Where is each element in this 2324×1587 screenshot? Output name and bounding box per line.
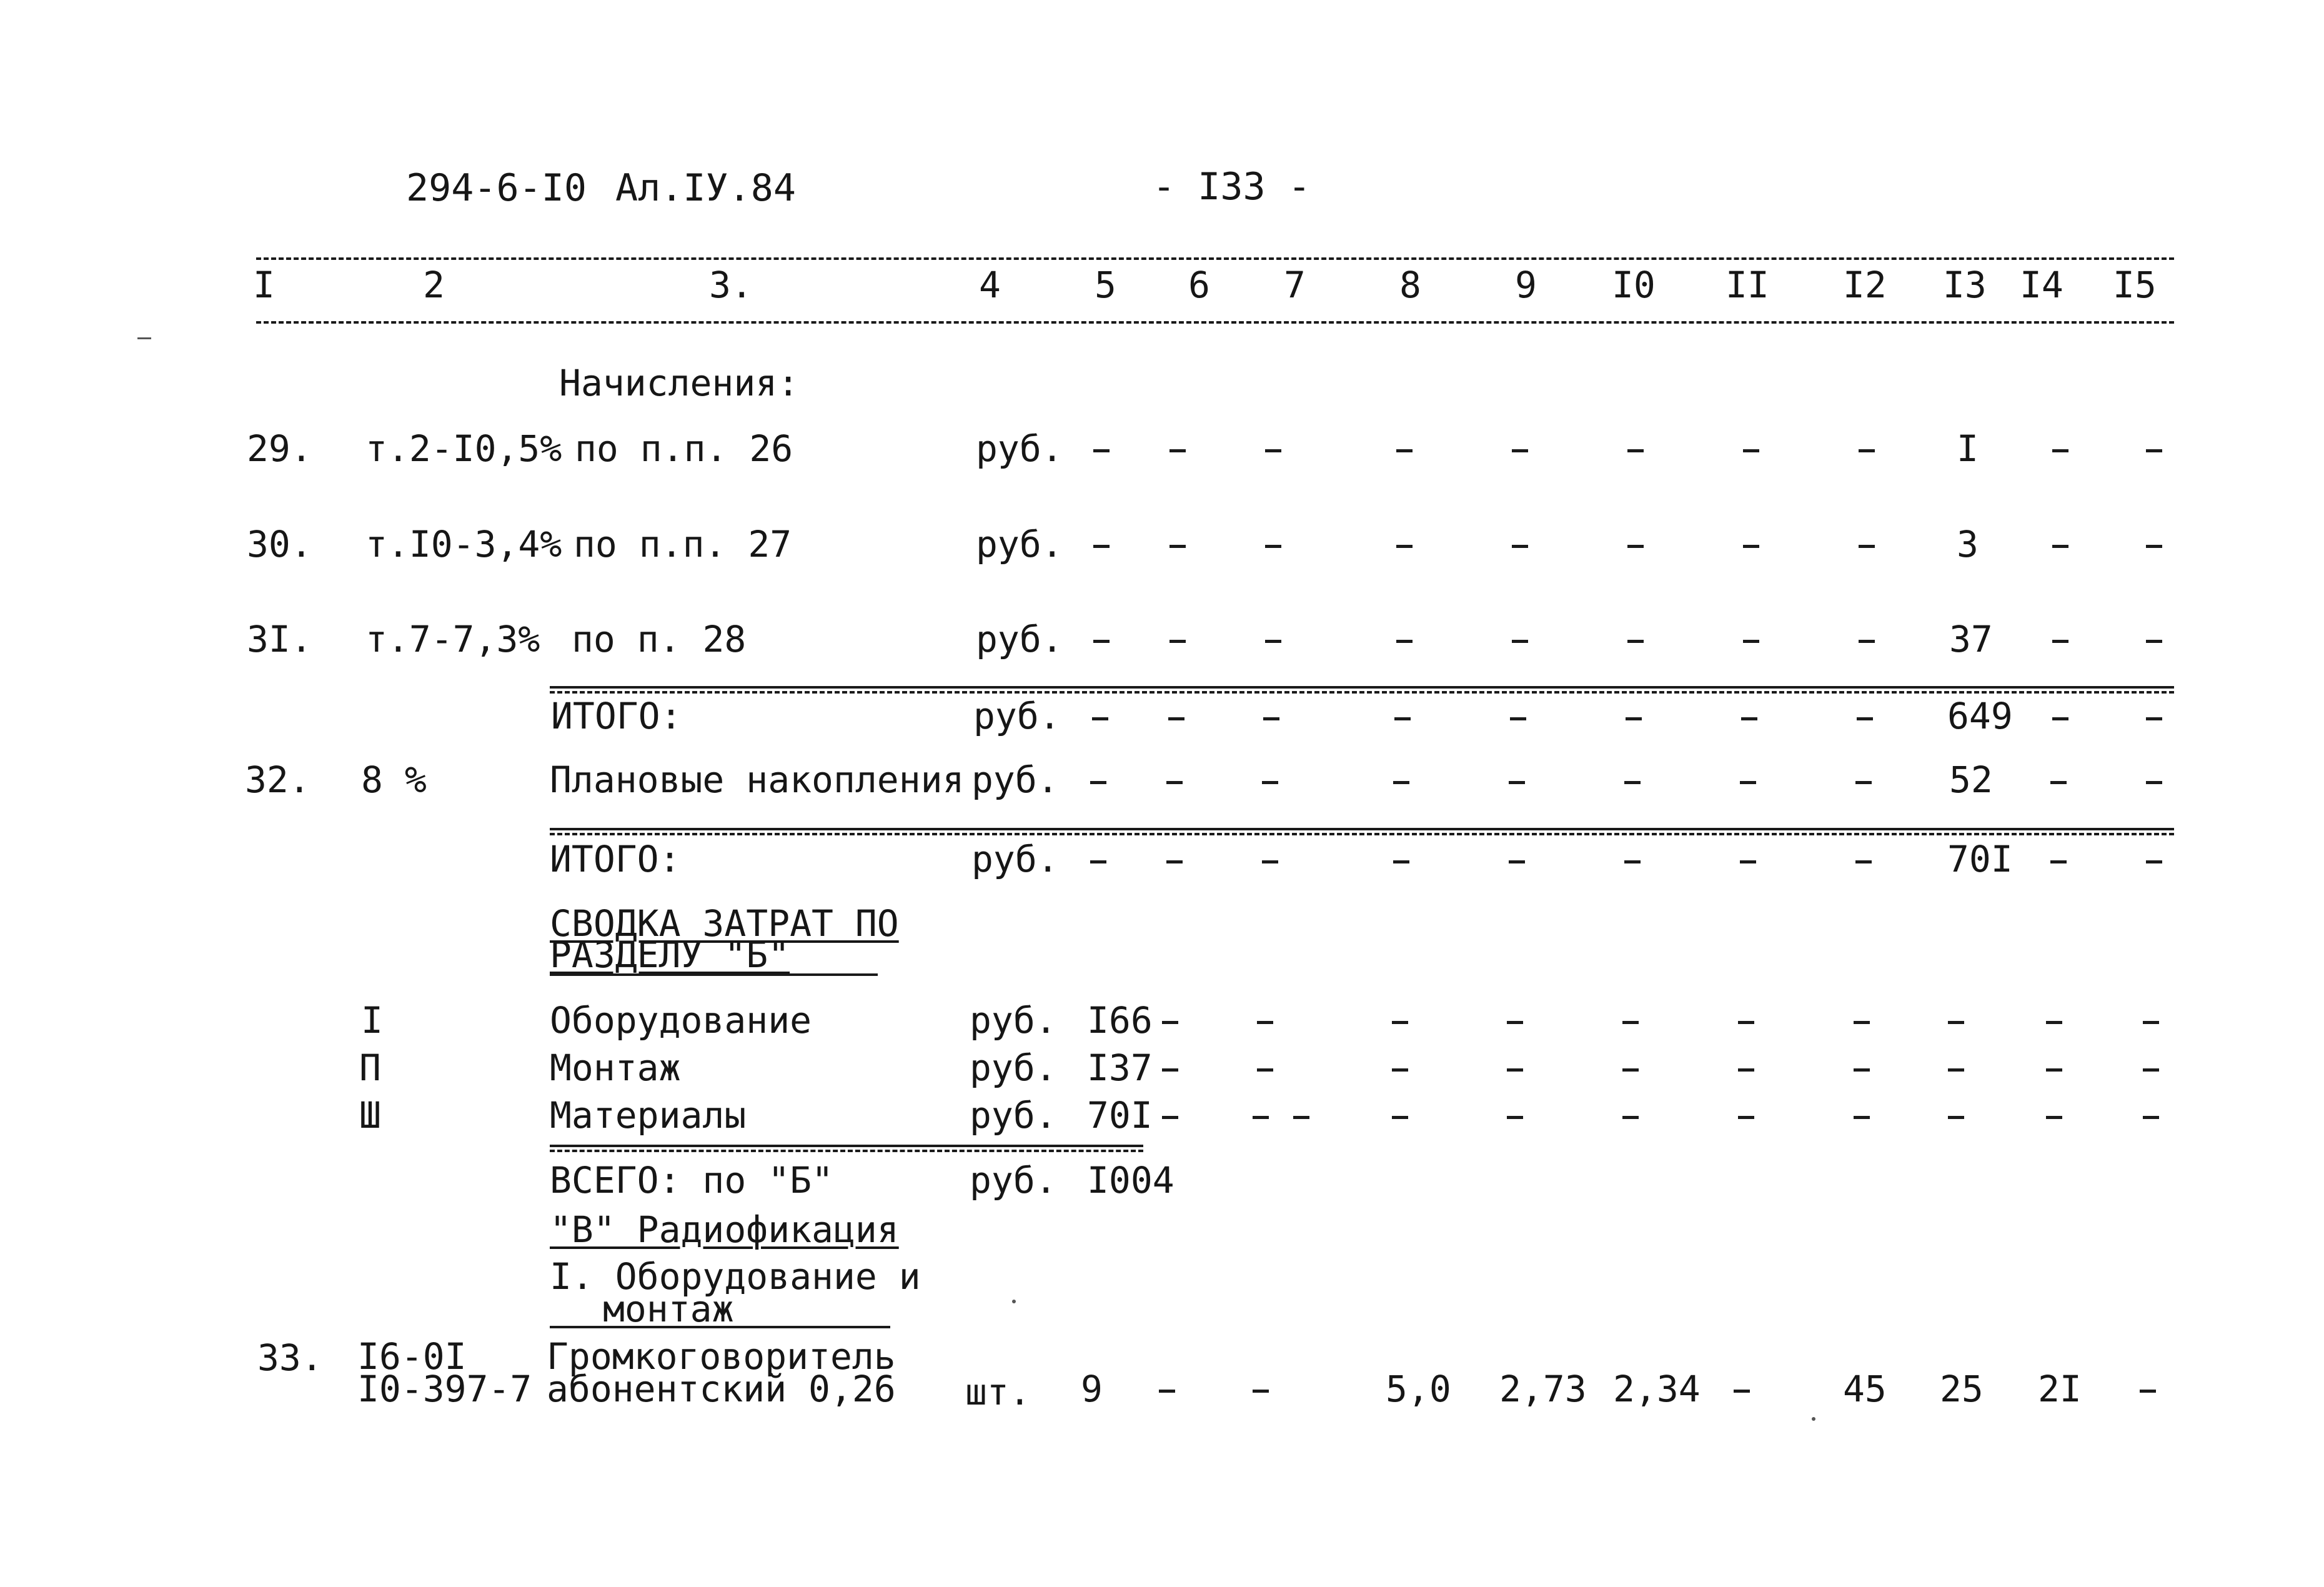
subtotal-1-label: ИТОГО: bbox=[551, 695, 682, 737]
column-header-11: II bbox=[1726, 264, 1769, 306]
summary-b-item-3-name: Материалы bbox=[550, 1094, 747, 1137]
row-33-name-line2: абонентский 0,26 bbox=[547, 1368, 896, 1410]
column-header-15: I5 bbox=[2113, 264, 2157, 306]
column-header-7: 7 bbox=[1284, 264, 1306, 306]
row-29-name: по п.п. 26 bbox=[575, 427, 793, 470]
empty-cell-dash bbox=[1092, 717, 1108, 720]
empty-cell-dash bbox=[1622, 1068, 1639, 1072]
empty-cell-dash bbox=[1257, 1068, 1273, 1072]
subtotal-2-unit: руб. bbox=[971, 838, 1059, 880]
row-32-unit: руб. bbox=[971, 759, 1059, 801]
empty-cell-dash bbox=[1396, 545, 1413, 548]
empty-cell-dash bbox=[1169, 545, 1186, 548]
summary-b-item-3-unit: руб. bbox=[970, 1094, 1057, 1137]
empty-cell-dash bbox=[1740, 860, 1756, 863]
empty-cell-dash bbox=[1734, 1390, 1750, 1393]
empty-cell-dash bbox=[2046, 1068, 2062, 1072]
empty-cell-dash bbox=[1507, 1116, 1523, 1119]
empty-cell-dash bbox=[1159, 1390, 1175, 1393]
empty-cell-dash bbox=[1738, 1021, 1754, 1024]
row-30-unit: руб. bbox=[976, 523, 1063, 565]
empty-cell-dash bbox=[2052, 449, 2068, 452]
summary-b-total-rule-b bbox=[550, 1150, 1143, 1152]
summary-b-item-3-col5: 70I bbox=[1087, 1094, 1153, 1137]
subtotal-2-col13: 70I bbox=[1947, 838, 2013, 880]
empty-cell-dash bbox=[2052, 545, 2068, 548]
empty-cell-dash bbox=[1738, 1116, 1754, 1119]
column-header-5: 5 bbox=[1095, 264, 1116, 306]
empty-cell-dash bbox=[1394, 717, 1411, 720]
header-rule-top bbox=[256, 257, 2174, 260]
empty-cell-dash bbox=[1162, 1021, 1178, 1024]
subtotal-1-col13: 649 bbox=[1947, 695, 2013, 737]
summary-b-title-line1: СВОДКА ЗАТРАТ ПО bbox=[550, 902, 899, 945]
empty-cell-dash bbox=[1854, 1116, 1870, 1119]
empty-cell-dash bbox=[1393, 860, 1409, 863]
empty-cell-dash bbox=[1738, 1068, 1754, 1072]
empty-cell-dash bbox=[1507, 1068, 1523, 1072]
empty-cell-dash bbox=[1512, 449, 1528, 452]
section-v-title: "В" Радиофикация bbox=[550, 1208, 899, 1251]
summary-b-item-1-code: I bbox=[361, 999, 383, 1042]
empty-cell-dash bbox=[1743, 449, 1759, 452]
empty-cell-dash bbox=[2140, 1390, 2156, 1393]
empty-cell-dash bbox=[2046, 1116, 2062, 1119]
section-v-subtitle-line1: I. Оборудование и bbox=[550, 1255, 921, 1298]
row-29-col13: I bbox=[1957, 427, 1979, 470]
empty-cell-dash bbox=[1512, 545, 1528, 548]
row-29-code: т.2-I0,5% bbox=[365, 427, 562, 470]
row-31-number: 3I. bbox=[247, 618, 312, 660]
empty-cell-dash bbox=[1855, 860, 1872, 863]
empty-cell-dash bbox=[1093, 545, 1110, 548]
subtotal-rule-2b bbox=[550, 833, 2174, 835]
empty-cell-dash bbox=[1741, 717, 1757, 720]
section-v-subtitle-line2: монтаж bbox=[603, 1288, 734, 1330]
row-33-col8: 5,0 bbox=[1386, 1368, 1451, 1410]
empty-cell-dash bbox=[1169, 640, 1186, 643]
row-30-name: по п.п. 27 bbox=[574, 523, 792, 565]
empty-cell-dash bbox=[1262, 860, 1278, 863]
row-29-number: 29. bbox=[247, 427, 312, 470]
album-reference: Ал.IУ.84 bbox=[615, 166, 796, 210]
empty-cell-dash bbox=[1507, 1021, 1523, 1024]
column-header-8: 8 bbox=[1399, 264, 1421, 306]
row-33-unit: шт. bbox=[965, 1371, 1031, 1413]
empty-cell-dash bbox=[1948, 1116, 1964, 1119]
page-number: - I33 - bbox=[1153, 165, 1311, 209]
subtotal-1-unit: руб. bbox=[973, 695, 1061, 737]
summary-b-title-line2: РАЗДЕЛУ "Б" bbox=[550, 933, 790, 976]
empty-cell-dash bbox=[1392, 1116, 1408, 1119]
empty-cell-dash bbox=[1743, 545, 1759, 548]
row-33-name-line1: Громкоговоритель bbox=[547, 1335, 896, 1378]
row-31-unit: руб. bbox=[976, 618, 1063, 660]
subtotal-2-label: ИТОГО: bbox=[550, 838, 681, 880]
empty-cell-dash bbox=[2050, 860, 2067, 863]
empty-cell-dash bbox=[1509, 860, 1525, 863]
empty-cell-dash bbox=[2146, 640, 2162, 643]
empty-cell-dash bbox=[1627, 449, 1644, 452]
empty-cell-dash bbox=[1262, 781, 1278, 784]
row-30-code: т.I0-3,4% bbox=[365, 523, 562, 565]
empty-cell-dash bbox=[1263, 717, 1279, 720]
empty-cell-dash bbox=[1622, 1021, 1639, 1024]
column-header-14: I4 bbox=[2020, 264, 2063, 306]
empty-cell-dash bbox=[1624, 860, 1641, 863]
empty-cell-dash bbox=[1392, 1021, 1408, 1024]
empty-cell-dash bbox=[1393, 781, 1409, 784]
row-31-name: по п. 28 bbox=[572, 618, 747, 660]
summary-b-total-unit: руб. bbox=[970, 1159, 1057, 1201]
empty-cell-dash bbox=[1253, 1116, 1269, 1119]
summary-b-total-label: ВСЕГО: по "Б" bbox=[550, 1159, 833, 1201]
empty-cell-dash bbox=[1624, 781, 1641, 784]
row-33-col12: 45 bbox=[1843, 1368, 1887, 1410]
empty-cell-dash bbox=[1857, 717, 1873, 720]
summary-b-total-rule bbox=[550, 1145, 1143, 1147]
row-33-code-line1: I6-0I bbox=[357, 1335, 467, 1378]
empty-cell-dash bbox=[1265, 449, 1281, 452]
empty-cell-dash bbox=[1627, 640, 1644, 643]
row-33-code-line2: I0-397-7 bbox=[357, 1368, 532, 1410]
row-32-name: Плановые накопления bbox=[550, 759, 965, 801]
summary-b-item-1-col5: I66 bbox=[1087, 999, 1153, 1042]
empty-cell-dash bbox=[1510, 717, 1526, 720]
empty-cell-dash bbox=[2146, 717, 2162, 720]
empty-cell-dash bbox=[2046, 1021, 2062, 1024]
row-33-col14: 2I bbox=[2038, 1368, 2082, 1410]
empty-cell-dash bbox=[2146, 545, 2162, 548]
summary-b-item-1-name: Оборудование bbox=[550, 999, 812, 1042]
empty-cell-dash bbox=[1627, 545, 1644, 548]
row-31-code: т.7-7,3% bbox=[365, 618, 540, 660]
row-33-col13: 25 bbox=[1940, 1368, 1984, 1410]
empty-cell-dash bbox=[1396, 640, 1413, 643]
document-code: 294-6-I0 bbox=[406, 166, 587, 210]
summary-b-item-2-name: Монтаж bbox=[550, 1047, 681, 1089]
margin-mark bbox=[137, 337, 151, 339]
row-33-col9: 2,73 bbox=[1499, 1368, 1587, 1410]
empty-cell-dash bbox=[1265, 545, 1281, 548]
empty-cell-dash bbox=[1854, 1068, 1870, 1072]
summary-b-item-1-unit: руб. bbox=[970, 999, 1057, 1042]
empty-cell-dash bbox=[1293, 1116, 1309, 1119]
empty-cell-dash bbox=[1859, 545, 1875, 548]
empty-cell-dash bbox=[1859, 449, 1875, 452]
empty-cell-dash bbox=[2146, 449, 2162, 452]
empty-cell-dash bbox=[1166, 781, 1183, 784]
empty-cell-dash bbox=[2052, 640, 2068, 643]
summary-b-item-2-unit: руб. bbox=[970, 1047, 1057, 1089]
empty-cell-dash bbox=[1622, 1116, 1639, 1119]
column-header-1: I bbox=[253, 264, 275, 306]
empty-cell-dash bbox=[1265, 640, 1281, 643]
empty-cell-dash bbox=[2143, 1116, 2159, 1119]
column-header-12: I2 bbox=[1843, 264, 1887, 306]
row-32-number: 32. bbox=[245, 759, 310, 801]
column-header-3: 3. bbox=[709, 264, 753, 306]
margin-mark bbox=[1012, 1300, 1016, 1303]
empty-cell-dash bbox=[1090, 781, 1106, 784]
empty-cell-dash bbox=[1162, 1068, 1178, 1072]
empty-cell-dash bbox=[2146, 860, 2162, 863]
column-header-10: I0 bbox=[1612, 264, 1656, 306]
empty-cell-dash bbox=[2146, 781, 2162, 784]
empty-cell-dash bbox=[1740, 781, 1756, 784]
margin-mark bbox=[1812, 1417, 1815, 1421]
subtotal-rule-2 bbox=[550, 828, 2174, 830]
empty-cell-dash bbox=[1253, 1390, 1269, 1393]
subtotal-rule-1 bbox=[550, 686, 2174, 689]
empty-cell-dash bbox=[2143, 1021, 2159, 1024]
empty-cell-dash bbox=[1855, 781, 1872, 784]
section-v-subtitle-underline bbox=[550, 1326, 890, 1328]
empty-cell-dash bbox=[1859, 640, 1875, 643]
empty-cell-dash bbox=[1854, 1021, 1870, 1024]
summary-b-title-underline bbox=[550, 973, 878, 976]
header-rule-bottom bbox=[256, 321, 2174, 324]
column-header-9: 9 bbox=[1515, 264, 1537, 306]
empty-cell-dash bbox=[2052, 717, 2068, 720]
empty-cell-dash bbox=[1168, 717, 1184, 720]
row-30-number: 30. bbox=[247, 523, 312, 565]
summary-b-item-3-code: Ш bbox=[359, 1094, 381, 1137]
row-33-col5: 9 bbox=[1081, 1368, 1103, 1410]
empty-cell-dash bbox=[2143, 1068, 2159, 1072]
column-header-13: I3 bbox=[1943, 264, 1987, 306]
summary-b-item-2-code: П bbox=[359, 1047, 381, 1089]
row-33-number: 33. bbox=[257, 1336, 323, 1379]
empty-cell-dash bbox=[1257, 1021, 1273, 1024]
column-header-6: 6 bbox=[1188, 264, 1210, 306]
row-31-col13: 37 bbox=[1949, 618, 1993, 660]
row-32-col13: 52 bbox=[1949, 759, 1993, 801]
empty-cell-dash bbox=[1392, 1068, 1408, 1072]
summary-b-item-2-col5: I37 bbox=[1087, 1047, 1153, 1089]
row-33-col10: 2,34 bbox=[1613, 1368, 1701, 1410]
empty-cell-dash bbox=[1396, 449, 1413, 452]
section-accruals-title: Начисления: bbox=[559, 362, 800, 404]
row-30-col13: 3 bbox=[1957, 523, 1979, 565]
row-29-unit: руб. bbox=[976, 427, 1063, 470]
empty-cell-dash bbox=[1509, 781, 1525, 784]
empty-cell-dash bbox=[1743, 640, 1759, 643]
empty-cell-dash bbox=[1512, 640, 1528, 643]
empty-cell-dash bbox=[1162, 1116, 1178, 1119]
summary-b-total-col5: I004 bbox=[1087, 1159, 1174, 1201]
column-header-2: 2 bbox=[423, 264, 445, 306]
empty-cell-dash bbox=[1626, 717, 1642, 720]
empty-cell-dash bbox=[1948, 1068, 1964, 1072]
column-header-4: 4 bbox=[979, 264, 1001, 306]
empty-cell-dash bbox=[1166, 860, 1183, 863]
empty-cell-dash bbox=[1948, 1021, 1964, 1024]
empty-cell-dash bbox=[1169, 449, 1186, 452]
empty-cell-dash bbox=[1093, 640, 1110, 643]
empty-cell-dash bbox=[1090, 860, 1106, 863]
empty-cell-dash bbox=[2050, 781, 2067, 784]
subtotal-rule-1b bbox=[550, 691, 2174, 694]
row-32-code: 8 % bbox=[361, 759, 427, 801]
empty-cell-dash bbox=[1093, 449, 1110, 452]
